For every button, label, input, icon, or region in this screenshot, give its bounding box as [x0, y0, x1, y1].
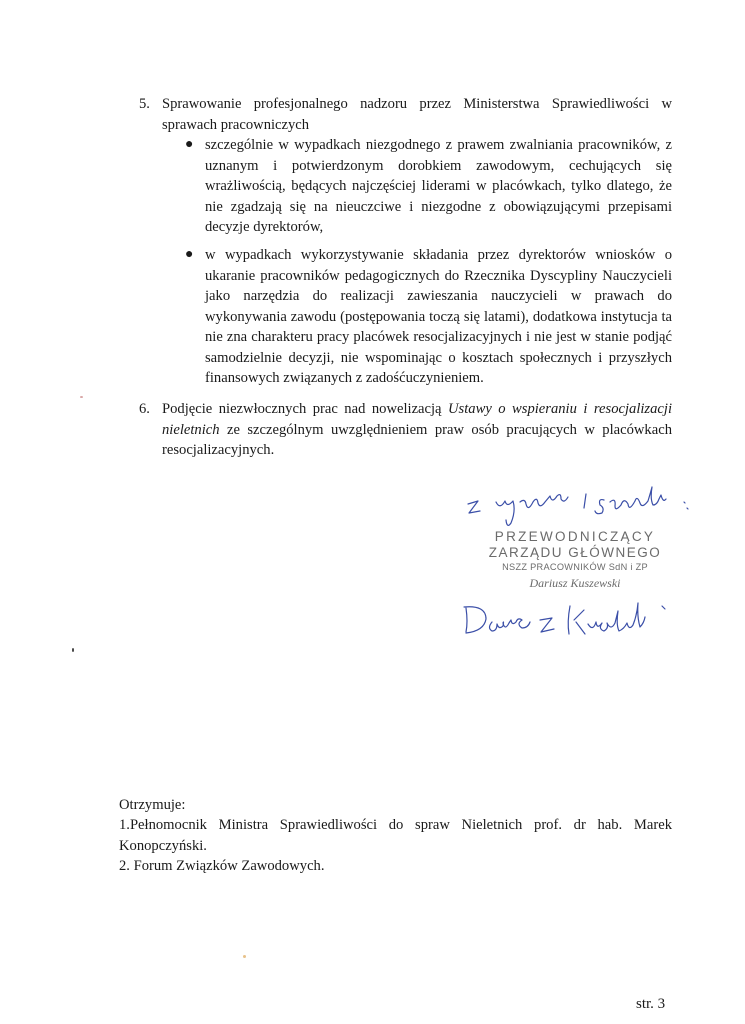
- page-number: str. 3: [636, 996, 666, 1012]
- item-6-text-after: ze szczególnym uwzględnieniem praw osób pracujących w placówkach resocjalizacyjnych.: [162, 421, 672, 458]
- scan-speck: [80, 396, 83, 398]
- scan-speck: [72, 648, 74, 652]
- bullet-dot-1: ●: [185, 137, 194, 152]
- item-5-text: Sprawowanie profesjonalnego nadzoru przez Ministerstwa Sprawiedliwości w sprawach pracowniczych: [162, 96, 672, 133]
- item-6-law-title: Ustawy o wspieraniu i resocjalizacji nieletnich: [162, 401, 672, 438]
- item-6-number: 6.: [139, 401, 150, 417]
- handwritten-greeting: [458, 482, 698, 528]
- stamp-name: Dariusz Kuszewski: [529, 576, 621, 590]
- item-5-bullet-2: w wypadkach wykorzystywanie składania przez dyrektorów wniosków o ukaranie pracowników pedagogicznych do Rzecznika Dyscypliny Nauczycieli jako narzędzia do realizacji zawieszania nauczycieli w prawach do wykonywania zawodu (postępowania toczą się latami), dodatkowa instytucja ta nie zna charakteru pracy placówek resocjalizacyjnych i nie jest w stanie podjąć samodzielnie decyzji, nie wspominając o kosztach społecznych i przyszłych finansowych związanych z zadośćuczynieniem.: [205, 247, 672, 386]
- recipient-1: 1.Pełnomocnik Ministra Sprawiedliwości do spraw Nieletnich prof. dr hab. Marek Konopczyński.: [119, 817, 672, 854]
- recipients-heading: Otrzymuje:: [119, 797, 186, 813]
- item-5-number: 5.: [139, 96, 150, 112]
- stamp-line-3: NSZZ PRACOWNIKÓW SdN i ZP: [502, 562, 648, 572]
- recipient-2: 2. Forum Związków Zawodowych.: [119, 858, 325, 874]
- scan-speck: [243, 955, 246, 958]
- handwritten-signature: [458, 598, 698, 648]
- item-5-bullet-1: szczególnie w wypadkach niezgodnego z prawem zwalniania pracowników, z uznanym i potwierdzonym dorobkiem zawodowym, cechujących się wrażliwością, będących najczęściej liderami w placówkach, tylko dlatego, że nie zgadzają się na nieuczciwe i niezgodne z obowiązującymi przepisami decyzje dyrektorów,: [205, 137, 672, 235]
- stamp-line-2: ZARZĄDU GŁÓWNEGO: [488, 545, 662, 560]
- item-6-text: [162, 399, 672, 461]
- bullet-dot-2: ●: [185, 247, 194, 262]
- stamp-line-1: PRZEWODNICZĄCY: [494, 529, 656, 544]
- chairman-stamp: [470, 529, 680, 574]
- item-6-text-before: Podjęcie niezwłocznych prac nad nowelizacją: [162, 401, 449, 417]
